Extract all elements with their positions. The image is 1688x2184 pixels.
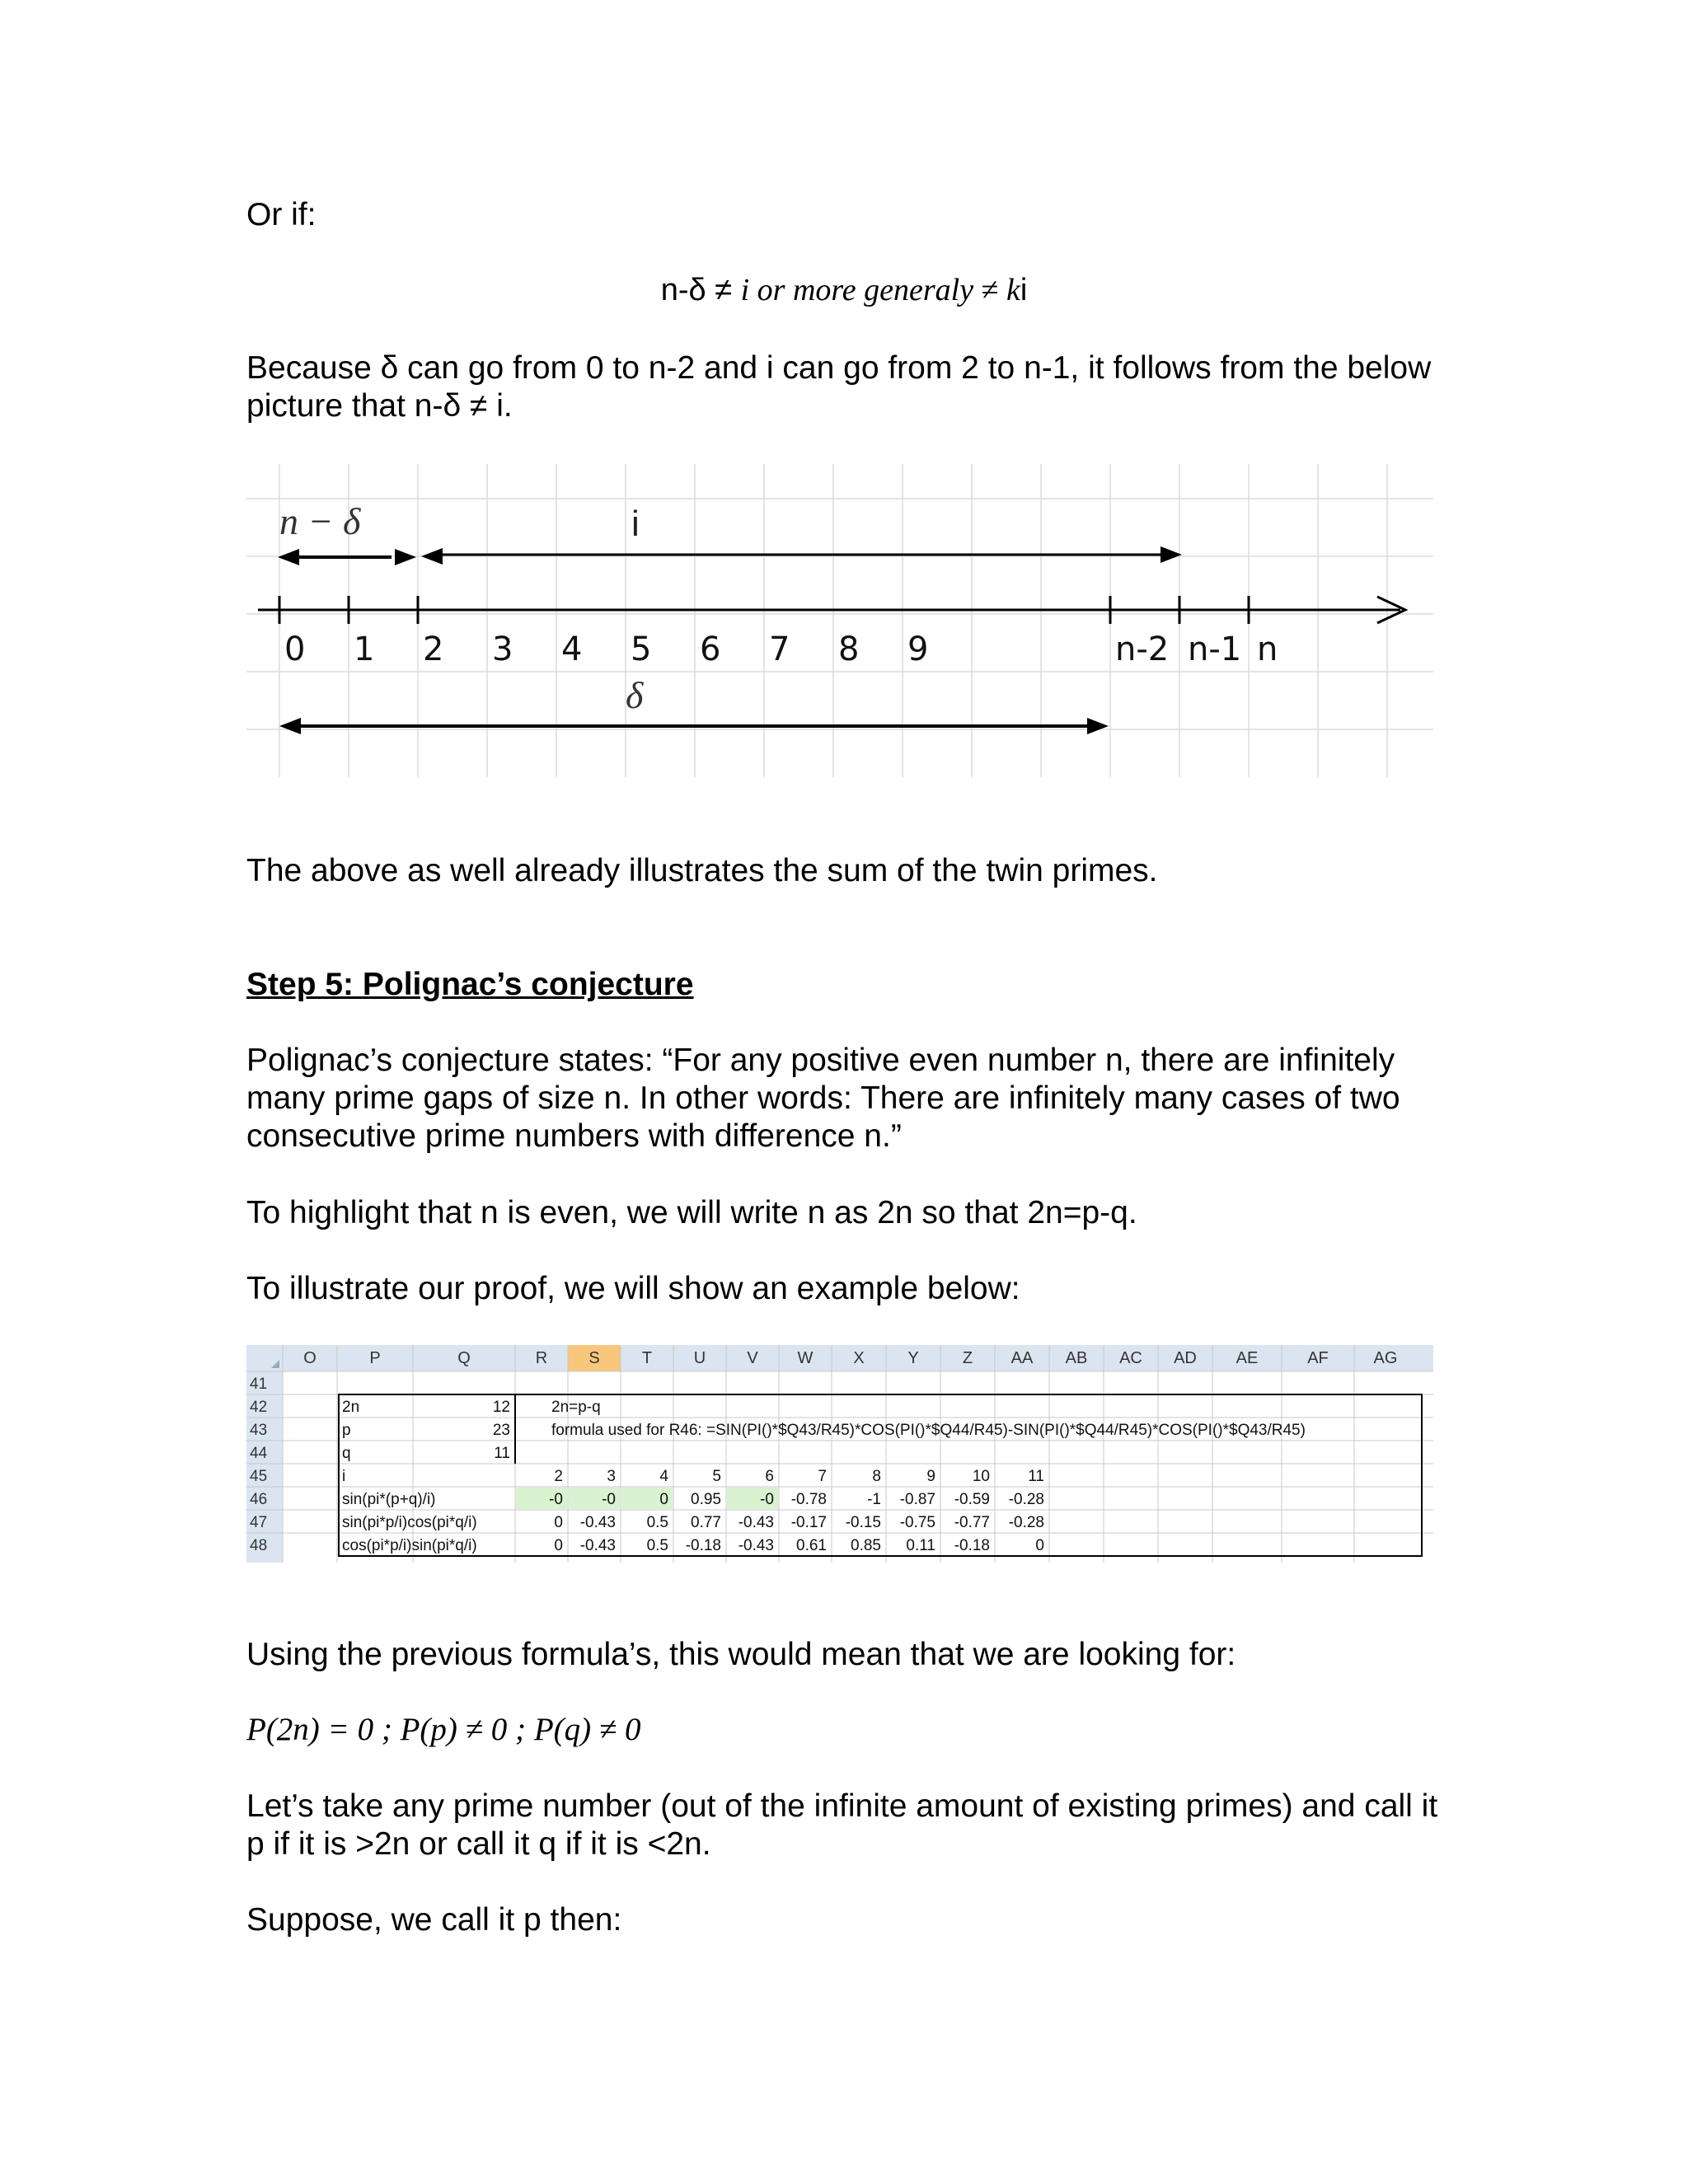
tick-label: 9 bbox=[907, 630, 929, 668]
column-header-AD[interactable]: AD bbox=[1174, 1349, 1197, 1367]
cell-number[interactable]: 0 bbox=[659, 1491, 668, 1508]
tick-label: 4 bbox=[561, 630, 583, 668]
cell-number[interactable]: 2 bbox=[554, 1468, 563, 1485]
tick-label: 7 bbox=[769, 630, 790, 668]
cell-label[interactable]: 2n bbox=[342, 1399, 360, 1416]
row-header-43[interactable]: 43 bbox=[250, 1422, 268, 1439]
row-header-48[interactable]: 48 bbox=[250, 1537, 268, 1554]
cell-number[interactable]: -0.75 bbox=[899, 1514, 935, 1531]
because-paragraph: Because δ can go from 0 to n-2 and i can go from 2 to n-1, it follows from the below picture that n-δ ≠ i. bbox=[246, 350, 1432, 424]
column-header-AA[interactable]: AA bbox=[1010, 1349, 1034, 1367]
cell-number[interactable]: -0.18 bbox=[954, 1537, 990, 1554]
row-header-47[interactable]: 47 bbox=[250, 1514, 268, 1531]
cell-number[interactable]: -0.43 bbox=[579, 1537, 616, 1554]
cell-number[interactable]: -0.87 bbox=[899, 1491, 935, 1508]
column-header-O[interactable]: O bbox=[303, 1349, 316, 1367]
cell-value[interactable]: 23 bbox=[492, 1422, 510, 1439]
cell-note[interactable]: 2n=p-q bbox=[551, 1399, 601, 1416]
column-header-Q[interactable]: Q bbox=[457, 1349, 471, 1367]
label-delta: δ bbox=[626, 674, 644, 716]
number-line-figure bbox=[246, 464, 1433, 777]
cell-label[interactable]: p bbox=[342, 1422, 351, 1439]
row-header-46[interactable]: 46 bbox=[250, 1491, 268, 1508]
column-header-T[interactable]: T bbox=[641, 1349, 653, 1367]
cell-number[interactable]: -0 bbox=[602, 1491, 616, 1508]
step5-heading: Step 5: Polignac’s conjecture bbox=[246, 967, 694, 1002]
cell-number[interactable]: 8 bbox=[872, 1468, 881, 1485]
cell-number[interactable]: -0.28 bbox=[1008, 1514, 1044, 1531]
cell-number[interactable]: 0 bbox=[554, 1537, 563, 1554]
cell-number[interactable]: 0.61 bbox=[796, 1537, 827, 1554]
row-header-42[interactable]: 42 bbox=[250, 1399, 268, 1416]
cell-number[interactable]: -1 bbox=[867, 1491, 881, 1508]
cell-number[interactable]: 6 bbox=[765, 1468, 774, 1485]
cell-number[interactable]: 0.11 bbox=[906, 1537, 935, 1554]
column-header-AE[interactable]: AE bbox=[1236, 1349, 1259, 1367]
inequality-k: k bbox=[1006, 273, 1020, 307]
row-header-45[interactable]: 45 bbox=[250, 1468, 268, 1485]
cell-number[interactable]: 7 bbox=[818, 1468, 827, 1485]
cell-number[interactable]: 0 bbox=[554, 1514, 563, 1531]
row-header-41[interactable]: 41 bbox=[250, 1376, 268, 1393]
cell-number[interactable]: 11 bbox=[1028, 1468, 1044, 1485]
cell-number[interactable]: -0.17 bbox=[790, 1514, 827, 1531]
inequality-left: n-δ ≠ bbox=[660, 273, 741, 307]
cell-number[interactable]: 3 bbox=[607, 1468, 616, 1485]
target-equation bbox=[246, 1711, 641, 1748]
column-header-AB[interactable]: AB bbox=[1065, 1349, 1088, 1367]
arrow-n-minus-delta bbox=[278, 549, 416, 565]
using-paragraph: Using the previous formula’s, this would mean that we are looking for: bbox=[246, 1637, 1236, 1672]
tick-labels bbox=[284, 630, 1278, 668]
grid-lines bbox=[246, 464, 1433, 777]
inequality-i: i bbox=[1020, 273, 1028, 307]
cell-number[interactable]: -0.18 bbox=[685, 1537, 721, 1554]
or-if-text: Or if: bbox=[246, 197, 316, 232]
cell-label[interactable]: sin(pi*p/i)cos(pi*q/i) bbox=[342, 1514, 477, 1531]
cell-label[interactable]: cos(pi*p/i)sin(pi*q/i) bbox=[342, 1537, 477, 1554]
inequality-right: ≠ bbox=[973, 273, 1006, 307]
tick-label: n-1 bbox=[1188, 630, 1242, 668]
column-header-Y[interactable]: Y bbox=[907, 1349, 919, 1367]
row-header-44[interactable]: 44 bbox=[250, 1445, 268, 1462]
inequality-line bbox=[0, 272, 1688, 308]
cell-number[interactable]: 0.5 bbox=[646, 1537, 668, 1554]
tick-label: 8 bbox=[838, 630, 860, 668]
column-header-Z[interactable]: Z bbox=[962, 1349, 973, 1367]
tick-label: 0 bbox=[284, 630, 306, 668]
cell-label[interactable]: i bbox=[342, 1468, 346, 1485]
spreadsheet-screenshot bbox=[246, 1345, 1433, 1563]
column-header-X[interactable]: X bbox=[853, 1349, 865, 1367]
column-header-U[interactable]: U bbox=[693, 1349, 706, 1367]
equation-pq: P(q) ≠ 0 bbox=[533, 1712, 641, 1747]
cell-number[interactable]: -0.77 bbox=[954, 1514, 990, 1531]
label-i: i bbox=[631, 504, 640, 544]
column-header-W[interactable]: W bbox=[797, 1349, 814, 1367]
column-header-V[interactable]: V bbox=[747, 1349, 758, 1367]
cell-value[interactable]: 12 bbox=[492, 1399, 510, 1416]
cell-label[interactable]: q bbox=[342, 1445, 351, 1462]
cell-number[interactable]: -0 bbox=[549, 1491, 563, 1508]
column-header-S[interactable]: S bbox=[588, 1349, 600, 1367]
cell-number[interactable]: 0.85 bbox=[851, 1537, 881, 1554]
inequality-mid: i or more generaly bbox=[740, 273, 974, 307]
polignac-paragraph: Polignac’s conjecture states: “For any positive even number n, there are infinitely many prime gaps of size n. In other words: There are infinitely many cases of two consecutive prime numbers with difference n.” bbox=[246, 1043, 1400, 1154]
illustrate-paragraph: To illustrate our proof, we will show an example below: bbox=[246, 1271, 1020, 1306]
cell-number[interactable]: -0.43 bbox=[738, 1514, 774, 1531]
cell-number[interactable]: 5 bbox=[712, 1468, 721, 1485]
cell-label[interactable]: sin(pi*(p+q)/i) bbox=[342, 1491, 436, 1508]
cell-number[interactable]: -0.28 bbox=[1008, 1491, 1044, 1508]
cell-number[interactable]: -0.43 bbox=[579, 1514, 616, 1531]
cell-value[interactable]: 11 bbox=[494, 1445, 510, 1462]
cell-number[interactable]: -0.15 bbox=[845, 1514, 881, 1531]
cell-number[interactable]: -0 bbox=[760, 1491, 774, 1508]
axis-line bbox=[258, 596, 1405, 624]
column-header-R[interactable]: R bbox=[535, 1349, 548, 1367]
suppose-paragraph: Suppose, we call it p then: bbox=[246, 1902, 622, 1938]
label-n-minus-delta: n − δ bbox=[279, 500, 361, 542]
cell-number[interactable]: 0.77 bbox=[691, 1514, 721, 1531]
tick-label: 2 bbox=[423, 630, 444, 668]
tick-label: n-2 bbox=[1115, 630, 1170, 668]
column-header-AG[interactable]: AG bbox=[1373, 1349, 1398, 1367]
arrow-i bbox=[421, 546, 1182, 565]
above-paragraph: The above as well already illustrates the sum of the twin primes. bbox=[246, 853, 1158, 888]
cell-number[interactable]: 9 bbox=[926, 1468, 935, 1485]
highlight-paragraph: To highlight that n is even, we will write n as 2n so that 2n=p-q. bbox=[246, 1195, 1137, 1230]
cell-number[interactable]: -0.59 bbox=[954, 1491, 990, 1508]
cell-number[interactable]: 0 bbox=[1035, 1537, 1044, 1554]
cell-note[interactable]: formula used for R46: =SIN(PI()*$Q43/R45)*COS(PI()*$Q44/R45)-SIN(PI()*$Q44/R45)*COS(PI()*$Q43/R45) bbox=[551, 1422, 1306, 1439]
arrow-delta bbox=[279, 718, 1109, 734]
cell-number[interactable]: 0.5 bbox=[646, 1514, 668, 1531]
tick-label: 5 bbox=[631, 630, 652, 668]
column-header-AC[interactable]: AC bbox=[1119, 1349, 1142, 1367]
column-header-AF[interactable]: AF bbox=[1307, 1349, 1329, 1367]
cell-number[interactable]: 10 bbox=[972, 1468, 990, 1485]
cell-number[interactable]: 0.95 bbox=[691, 1491, 721, 1508]
tick-label: 3 bbox=[492, 630, 513, 668]
cell-number[interactable]: 4 bbox=[659, 1468, 668, 1485]
column-header-P[interactable]: P bbox=[369, 1349, 381, 1367]
cell-number[interactable]: -0.43 bbox=[738, 1537, 774, 1554]
tick-label: n bbox=[1257, 630, 1278, 668]
cell-number[interactable]: -0.78 bbox=[790, 1491, 827, 1508]
equation-p2n: P(2n) = 0 ; bbox=[246, 1712, 401, 1747]
tick-label: 6 bbox=[700, 630, 721, 668]
equation-pp: P(p) ≠ 0 ; bbox=[400, 1712, 534, 1747]
take-paragraph: Let’s take any prime number (out of the infinite amount of existing primes) and call it p if it is >2n or call it q if it is <2n. bbox=[246, 1788, 1438, 1862]
tick-label: 1 bbox=[354, 630, 375, 668]
